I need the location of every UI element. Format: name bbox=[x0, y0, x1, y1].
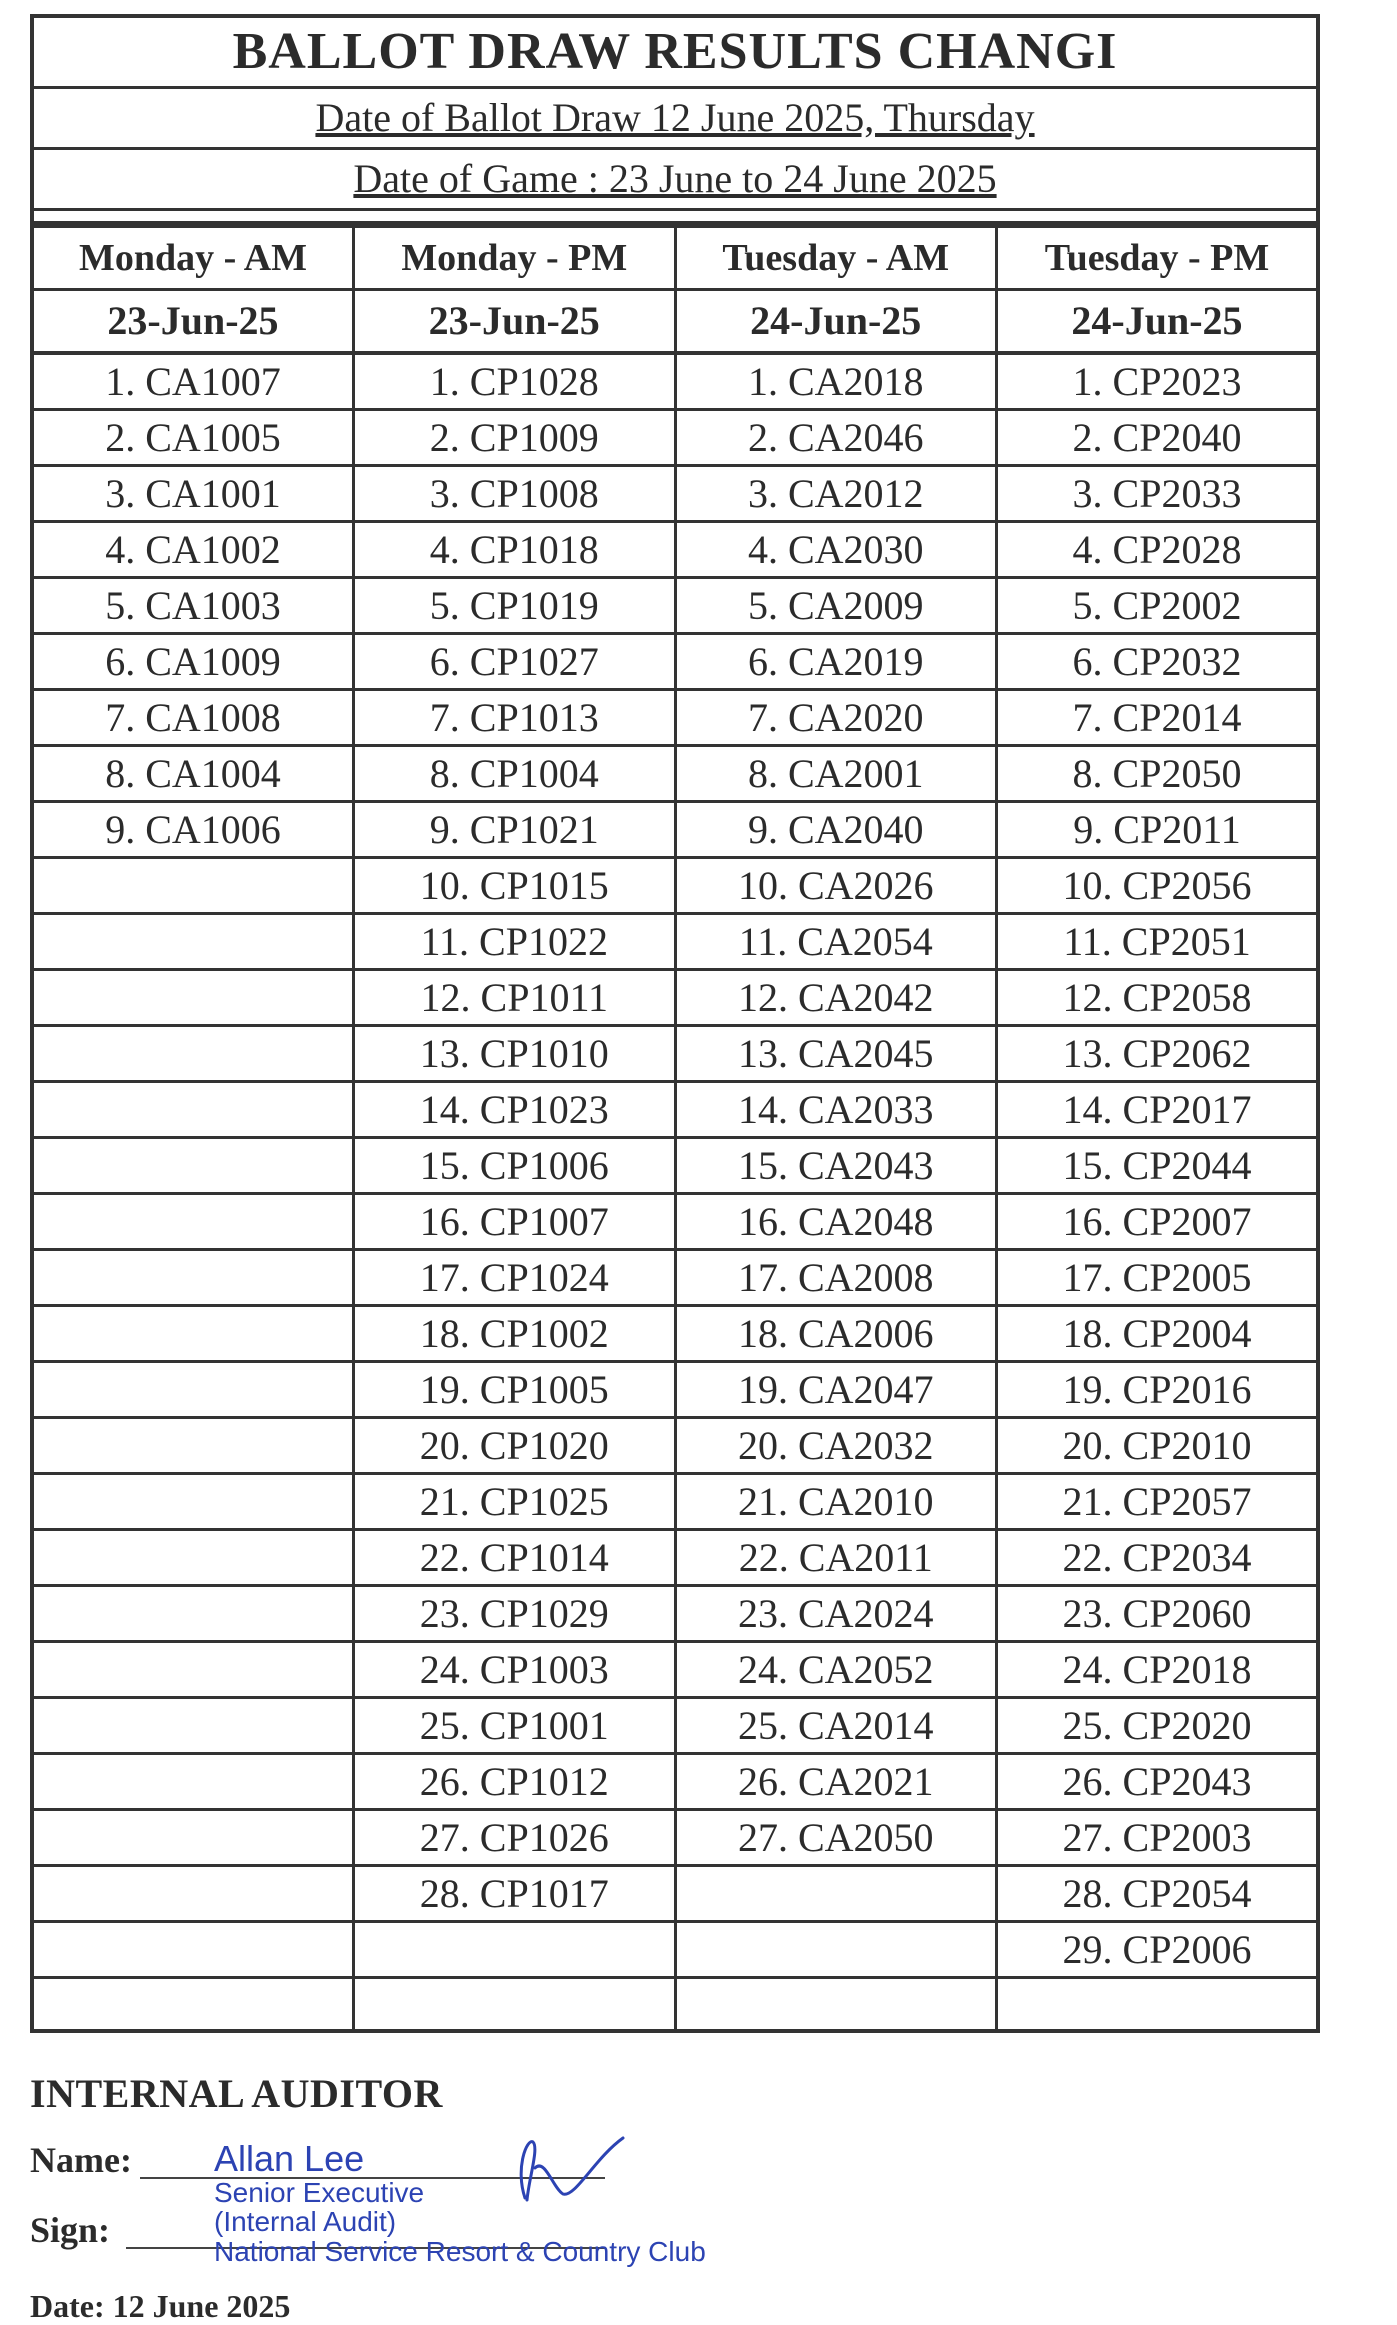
ballot-entry: 20. CA2032 bbox=[675, 1418, 997, 1474]
ballot-entry bbox=[32, 1978, 354, 2032]
ballot-entry: 24. CP2018 bbox=[997, 1642, 1319, 1698]
table-row bbox=[32, 1250, 1318, 1306]
ballot-entry bbox=[32, 1586, 354, 1642]
ballot-entry: 23. CA2024 bbox=[675, 1586, 997, 1642]
ballot-entry: 9. CA1006 bbox=[32, 802, 354, 858]
ballot-entry bbox=[675, 1866, 997, 1922]
ballot-entry: 1. CA1007 bbox=[32, 353, 354, 410]
ballot-entry: 25. CA2014 bbox=[675, 1698, 997, 1754]
table-row bbox=[32, 914, 1318, 970]
ballot-entry: 5. CP2002 bbox=[997, 578, 1319, 634]
table-row bbox=[32, 410, 1318, 466]
table-row bbox=[32, 1698, 1318, 1754]
ballot-entry bbox=[32, 914, 354, 970]
ballot-entry: 10. CP2056 bbox=[997, 858, 1319, 914]
ballot-entry: 12. CP1011 bbox=[354, 970, 676, 1026]
ballot-entry: 7. CP2014 bbox=[997, 690, 1319, 746]
ballot-entry bbox=[32, 970, 354, 1026]
session-header-row bbox=[32, 226, 1318, 290]
ballot-entry: 17. CP2005 bbox=[997, 1250, 1319, 1306]
column-header-session: Tuesday - PM bbox=[997, 226, 1319, 290]
table-row bbox=[32, 690, 1318, 746]
ballot-entry: 22. CP2034 bbox=[997, 1530, 1319, 1586]
ballot-entry: 3. CA1001 bbox=[32, 466, 354, 522]
game-date: Date of Game : 23 June to 24 June 2025 bbox=[34, 150, 1316, 211]
table-row bbox=[32, 1026, 1318, 1082]
ballot-entry bbox=[32, 1754, 354, 1810]
ballot-entry bbox=[32, 1418, 354, 1474]
table-row bbox=[32, 1922, 1318, 1978]
ballot-entry: 7. CP1013 bbox=[354, 690, 676, 746]
ballot-entry: 28. CP2054 bbox=[997, 1866, 1319, 1922]
ballot-entry bbox=[354, 1922, 676, 1978]
ballot-entry bbox=[32, 1810, 354, 1866]
ballot-entry: 26. CP1012 bbox=[354, 1754, 676, 1810]
ballot-entry: 9. CP2011 bbox=[997, 802, 1319, 858]
ballot-entry: 5. CA2009 bbox=[675, 578, 997, 634]
title-divider bbox=[34, 211, 1316, 224]
ballot-entry: 8. CP1004 bbox=[354, 746, 676, 802]
stamp-title: Senior Executive bbox=[214, 2176, 425, 2208]
ballot-entry: 16. CP2007 bbox=[997, 1194, 1319, 1250]
ballot-entry: 6. CP1027 bbox=[354, 634, 676, 690]
ballot-entry: 18. CP1002 bbox=[354, 1306, 676, 1362]
ballot-entry: 22. CA2011 bbox=[675, 1530, 997, 1586]
table-row bbox=[32, 578, 1318, 634]
ballot-entry: 14. CP1023 bbox=[354, 1082, 676, 1138]
ballot-entry: 23. CP1029 bbox=[354, 1586, 676, 1642]
ballot-entry: 21. CP1025 bbox=[354, 1474, 676, 1530]
ballot-entry: 15. CP2044 bbox=[997, 1138, 1319, 1194]
name-label: Name: bbox=[30, 2140, 132, 2180]
table-row bbox=[32, 858, 1318, 914]
ballot-entry: 27. CP1026 bbox=[354, 1810, 676, 1866]
ballot-entry: 15. CA2043 bbox=[675, 1138, 997, 1194]
ballot-entry: 1. CA2018 bbox=[675, 353, 997, 410]
ballot-entry: 19. CP1005 bbox=[354, 1362, 676, 1418]
ballot-entry bbox=[32, 1026, 354, 1082]
handwritten-signature bbox=[505, 2128, 635, 2208]
ballot-entry: 21. CA2010 bbox=[675, 1474, 997, 1530]
ballot-entry: 4. CP1018 bbox=[354, 522, 676, 578]
ballot-entry: 21. CP2057 bbox=[997, 1474, 1319, 1530]
ballot-entry: 9. CA2040 bbox=[675, 802, 997, 858]
table-row bbox=[32, 1642, 1318, 1698]
ballot-entry: 17. CA2008 bbox=[675, 1250, 997, 1306]
ballot-entry: 7. CA1008 bbox=[32, 690, 354, 746]
table-row bbox=[32, 522, 1318, 578]
stamp-organisation: National Service Resort & Country Club bbox=[214, 2235, 706, 2267]
ballot-entry: 8. CP2050 bbox=[997, 746, 1319, 802]
ballot-entry: 20. CP1020 bbox=[354, 1418, 676, 1474]
audit-date: Date: 12 June 2025 bbox=[30, 2288, 291, 2324]
ballot-entry: 11. CP1022 bbox=[354, 914, 676, 970]
ballot-entry: 14. CA2033 bbox=[675, 1082, 997, 1138]
table-row bbox=[32, 466, 1318, 522]
ballot-entry: 2. CA2046 bbox=[675, 410, 997, 466]
table-row bbox=[32, 1810, 1318, 1866]
ballot-entry: 1. CP2023 bbox=[997, 353, 1319, 410]
auditor-heading: INTERNAL AUDITOR bbox=[30, 2071, 443, 2116]
ballot-entry: 18. CA2006 bbox=[675, 1306, 997, 1362]
ballot-entry bbox=[32, 1306, 354, 1362]
ballot-entry: 19. CA2047 bbox=[675, 1362, 997, 1418]
ballot-entry: 24. CP1003 bbox=[354, 1642, 676, 1698]
ballot-entry: 16. CP1007 bbox=[354, 1194, 676, 1250]
table-row bbox=[32, 746, 1318, 802]
ballot-entry bbox=[675, 1978, 997, 2032]
ballot-entry: 7. CA2020 bbox=[675, 690, 997, 746]
ballot-entry: 16. CA2048 bbox=[675, 1194, 997, 1250]
ballot-entry bbox=[32, 1866, 354, 1922]
ballot-entry: 3. CP1008 bbox=[354, 466, 676, 522]
ballot-entry: 24. CA2052 bbox=[675, 1642, 997, 1698]
stamp-department: (Internal Audit) bbox=[214, 2206, 397, 2238]
ballot-entry bbox=[32, 1530, 354, 1586]
table-row bbox=[32, 1978, 1318, 2032]
ballot-entry: 8. CA2001 bbox=[675, 746, 997, 802]
ballot-entry: 4. CP2028 bbox=[997, 522, 1319, 578]
table-row bbox=[32, 1362, 1318, 1418]
ballot-entry: 13. CP2062 bbox=[997, 1026, 1319, 1082]
ballot-entry: 2. CP1009 bbox=[354, 410, 676, 466]
page-title: BALLOT DRAW RESULTS CHANGI bbox=[34, 18, 1316, 89]
ballot-entry: 10. CA2026 bbox=[675, 858, 997, 914]
ballot-entry: 26. CP2043 bbox=[997, 1754, 1319, 1810]
ballot-entry: 6. CA1009 bbox=[32, 634, 354, 690]
ballot-entry: 13. CP1010 bbox=[354, 1026, 676, 1082]
ballot-entry: 18. CP2004 bbox=[997, 1306, 1319, 1362]
column-header-session: Tuesday - AM bbox=[675, 226, 997, 290]
date-header-row bbox=[32, 290, 1318, 354]
column-header-session: Monday - PM bbox=[354, 226, 676, 290]
column-header-date: 24-Jun-25 bbox=[997, 290, 1319, 354]
stamp-name: Allan Lee bbox=[214, 2138, 365, 2179]
ballot-entry: 11. CP2051 bbox=[997, 914, 1319, 970]
table-row bbox=[32, 1194, 1318, 1250]
ballot-entry: 3. CA2012 bbox=[675, 466, 997, 522]
ballot-entry: 4. CA2030 bbox=[675, 522, 997, 578]
table-row bbox=[32, 802, 1318, 858]
ballot-entry: 13. CA2045 bbox=[675, 1026, 997, 1082]
column-header-date: 24-Jun-25 bbox=[675, 290, 997, 354]
ballot-entry: 8. CA1004 bbox=[32, 746, 354, 802]
table-row bbox=[32, 1530, 1318, 1586]
ballot-sheet bbox=[30, 14, 1320, 2033]
ballot-entry: 3. CP2033 bbox=[997, 466, 1319, 522]
ballot-entry: 19. CP2016 bbox=[997, 1362, 1319, 1418]
ballot-entry: 28. CP1017 bbox=[354, 1866, 676, 1922]
ballot-table-body bbox=[32, 353, 1318, 2031]
ballot-draw-date: Date of Ballot Draw 12 June 2025, Thursday bbox=[34, 89, 1316, 150]
ballot-entry bbox=[32, 1362, 354, 1418]
ballot-entry: 26. CA2021 bbox=[675, 1754, 997, 1810]
table-row bbox=[32, 1754, 1318, 1810]
title-box bbox=[30, 14, 1320, 224]
table-row bbox=[32, 353, 1318, 410]
table-row bbox=[32, 1866, 1318, 1922]
ballot-entry bbox=[32, 1698, 354, 1754]
ballot-entry: 27. CA2050 bbox=[675, 1810, 997, 1866]
ballot-entry: 5. CP1019 bbox=[354, 578, 676, 634]
ballot-entry bbox=[997, 1978, 1319, 2032]
ballot-entry: 9. CP1021 bbox=[354, 802, 676, 858]
table-row bbox=[32, 1306, 1318, 1362]
ballot-entry: 4. CA1002 bbox=[32, 522, 354, 578]
table-row bbox=[32, 1418, 1318, 1474]
table-row bbox=[32, 1474, 1318, 1530]
table-row bbox=[32, 1138, 1318, 1194]
ballot-entry: 17. CP1024 bbox=[354, 1250, 676, 1306]
sign-label: Sign: bbox=[30, 2210, 111, 2250]
column-header-date: 23-Jun-25 bbox=[354, 290, 676, 354]
ballot-entry: 2. CP2040 bbox=[997, 410, 1319, 466]
ballot-entry: 29. CP2006 bbox=[997, 1922, 1319, 1978]
table-row bbox=[32, 1082, 1318, 1138]
ballot-entry: 2. CA1005 bbox=[32, 410, 354, 466]
ballot-entry bbox=[32, 1194, 354, 1250]
column-header-date: 23-Jun-25 bbox=[32, 290, 354, 354]
ballot-entry: 11. CA2054 bbox=[675, 914, 997, 970]
ballot-entry: 1. CP1028 bbox=[354, 353, 676, 410]
ballot-entry bbox=[32, 1138, 354, 1194]
table-row bbox=[32, 970, 1318, 1026]
ballot-entry bbox=[32, 1922, 354, 1978]
ballot-entry bbox=[32, 1474, 354, 1530]
ballot-entry bbox=[32, 858, 354, 914]
ballot-entry bbox=[32, 1082, 354, 1138]
table-row bbox=[32, 634, 1318, 690]
ballot-entry: 15. CP1006 bbox=[354, 1138, 676, 1194]
ballot-entry: 23. CP2060 bbox=[997, 1586, 1319, 1642]
ballot-entry: 6. CA2019 bbox=[675, 634, 997, 690]
ballot-entry bbox=[675, 1922, 997, 1978]
ballot-results-table bbox=[30, 224, 1320, 2033]
ballot-entry: 25. CP2020 bbox=[997, 1698, 1319, 1754]
ballot-entry: 5. CA1003 bbox=[32, 578, 354, 634]
column-header-session: Monday - AM bbox=[32, 226, 354, 290]
ballot-entry: 22. CP1014 bbox=[354, 1530, 676, 1586]
ballot-entry: 12. CA2042 bbox=[675, 970, 997, 1026]
ballot-entry: 20. CP2010 bbox=[997, 1418, 1319, 1474]
table-row bbox=[32, 1586, 1318, 1642]
ballot-entry: 12. CP2058 bbox=[997, 970, 1319, 1026]
ballot-entry: 6. CP2032 bbox=[997, 634, 1319, 690]
ballot-entry: 25. CP1001 bbox=[354, 1698, 676, 1754]
ballot-entry: 14. CP2017 bbox=[997, 1082, 1319, 1138]
ballot-entry bbox=[354, 1978, 676, 2032]
ballot-entry: 10. CP1015 bbox=[354, 858, 676, 914]
ballot-entry bbox=[32, 1250, 354, 1306]
ballot-entry bbox=[32, 1642, 354, 1698]
ballot-entry: 27. CP2003 bbox=[997, 1810, 1319, 1866]
